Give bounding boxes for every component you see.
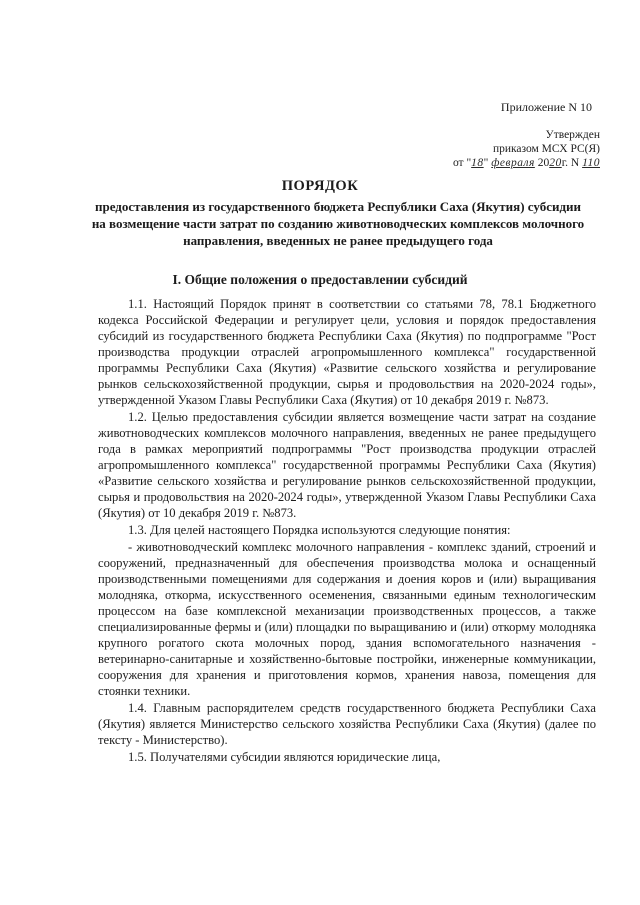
handwritten-number: 110 <box>582 157 600 169</box>
approval-block <box>453 128 600 170</box>
approved-label: Утвержден <box>545 129 600 141</box>
paragraph-1-4: 1.4. Главным распорядителем средств государственного бюджета Республики Саха (Якутия) является Министерство сельского хозяйства Республики Саха (Якутия) (далее по тексту - Министерство). <box>98 701 596 747</box>
paragraph-1-2: 1.2. Целью предоставления субсидии является возмещение части затрат на создание животноводческих комплексов молочного направления, введенных не ранее предыдущего года в рамках мероприятий подпрограммы "Рост производства продукции отраслей агропромышленного комплекса" государственной программы Республики Саха (Якутия) «Развитие сельского хозяйства и регулирование рынков сельскохозяйственной продукции, сырья и продовольствия на 2020-2024 годы», утвержденной Указом Главы Республики Саха (Якутия) от 10 декабря 2019 г. №873. <box>98 410 596 520</box>
handwritten-day: 18 <box>471 157 484 169</box>
document-subtitle: предоставления из государственного бюджета Республики Саха (Якутия) субсидии на возмещение части затрат по созданию животноводческих комплексов молочного направления, введенных не ранее предыдущего года <box>91 199 585 248</box>
section-heading: I. Общие положения о предоставлении субсидий <box>172 272 468 287</box>
order-date-line: от "18" февраля 2020г. N 110 <box>452 157 600 169</box>
handwritten-year: 20 <box>549 157 562 169</box>
paragraph-1-1: 1.1. Настоящий Порядок принят в соответствии со статьями 78, 78.1 Бюджетного кодекса Российской Федерации и регулирует цели, условия и порядок предоставления субсидий из государственного бюджета Республики Саха (Якутия) по подпрограмме "Рост производства продукции отраслей агропромышленного комплекса" государственной программы Республики Саха (Якутия) «Развитие сельского хозяйства и регулирование рынков сельскохозяйственной продукции, сырья и продовольствия на 2020-2024 годы», утвержденной Указом Главы Республики Саха (Якутия) от 10 декабря 2019 г. №873. <box>98 297 596 407</box>
paragraph-1-5: 1.5. Получателями субсидии являются юридические лица, <box>128 750 441 764</box>
handwritten-month: февраля <box>491 157 535 169</box>
document-title: ПОРЯДОК <box>281 178 359 194</box>
paragraph-1-3: 1.3. Для целей настоящего Порядка используются следующие понятия: <box>128 523 511 537</box>
paragraph-definition: - животноводческий комплекс молочного направления - комплекс зданий, строений и сооружений, предназначенный для обеспечения производства молока и оснащенный производственными помещениями для содержания и доения коров и (или) выращивания молодняка, откорма, искусственного осеменения, связанными единым технологическим процессом на базе комплексной механизации производственных процессов, а также специализированные фермы и (или) площадки по выращиванию и (или) откорму молодняка крупного рогатого скота молочных пород, здания вспомогательного назначения - ветеринарно-санитарные и хозяйственно-бытовые постройки, инженерные коммуникации, сооружения для хранения и приготовления кормов, хранения навоза, помещения для стоянки техники. <box>98 540 596 698</box>
order-ref: приказом МСХ РС(Я) <box>492 143 600 155</box>
appendix-label: Приложение N 10 <box>500 100 592 114</box>
document-body <box>98 296 596 765</box>
